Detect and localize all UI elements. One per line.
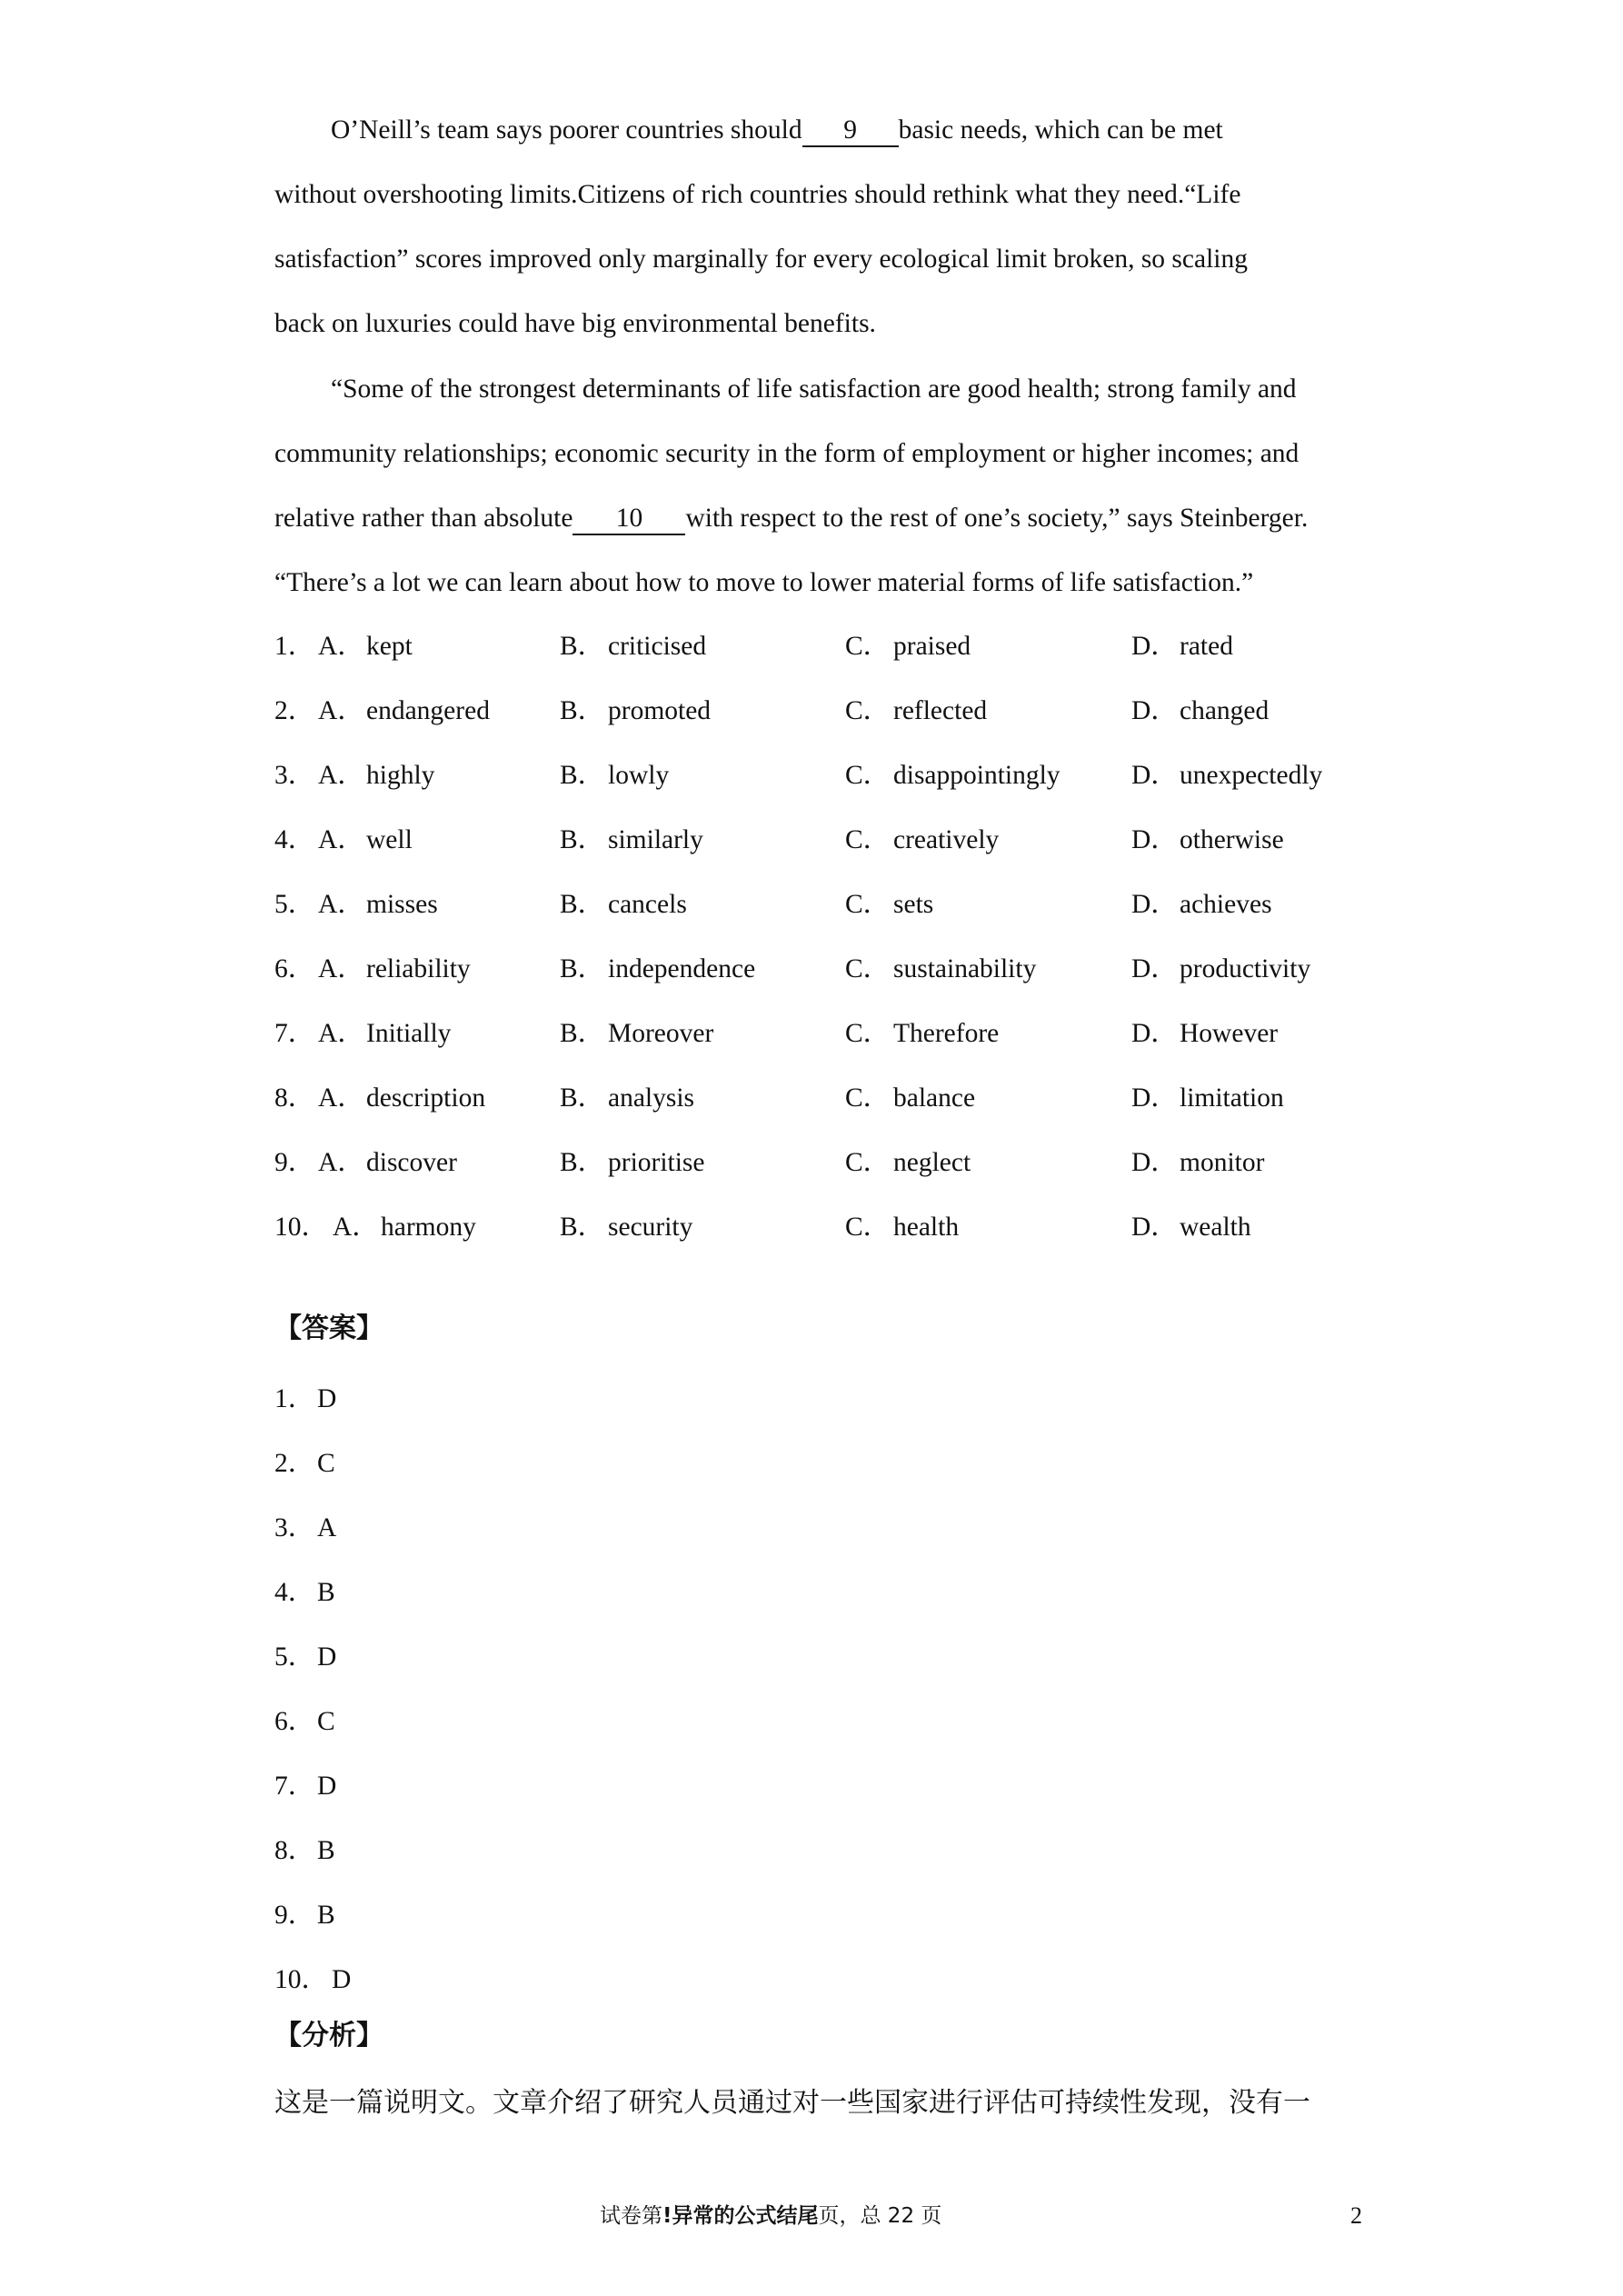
option-c bbox=[845, 679, 987, 744]
option-text: harmony bbox=[381, 1213, 476, 1242]
answer-value: A bbox=[317, 1513, 337, 1542]
option-letter: D． bbox=[1131, 632, 1178, 661]
option-text: achieves bbox=[1180, 890, 1272, 919]
option-c bbox=[845, 614, 971, 679]
footer-suffix: 页，总 22 页 bbox=[818, 2204, 942, 2228]
option-c bbox=[845, 1066, 975, 1131]
answer-row bbox=[274, 1432, 351, 1496]
passage-text: “Some of the strongest determinants of life satisfaction are good health; strong family and bbox=[331, 374, 1297, 404]
passage-paragraph-1 bbox=[274, 98, 1401, 356]
option-letter: B． bbox=[560, 1019, 605, 1048]
option-text: monitor bbox=[1180, 1148, 1265, 1177]
option-letter: B． bbox=[560, 696, 605, 725]
option-letter: A． bbox=[318, 1148, 364, 1177]
answer-row bbox=[274, 1690, 351, 1754]
question-number-text: 3． bbox=[274, 761, 315, 790]
option-text: Therefore bbox=[893, 1019, 1000, 1048]
option-row bbox=[274, 1002, 1419, 1066]
option-text: prioritise bbox=[608, 1148, 705, 1177]
question-number-text: 10． bbox=[274, 1213, 329, 1242]
option-c bbox=[845, 873, 933, 937]
option-letter: B． bbox=[560, 1083, 605, 1113]
question-number bbox=[274, 808, 314, 873]
answer-number: 1． bbox=[274, 1384, 315, 1413]
option-letter: A． bbox=[318, 761, 364, 790]
option-letter: B． bbox=[560, 632, 605, 661]
passage-paragraph-2 bbox=[274, 357, 1401, 615]
option-c bbox=[845, 808, 999, 873]
option-c bbox=[845, 1002, 999, 1066]
passage-text: O’Neill’s team says poorer countries should bbox=[331, 115, 802, 145]
passage-text: community relationships; economic security in the form of employment or higher incomes; and bbox=[274, 439, 1299, 468]
footer-error-text: !异常的公式结尾 bbox=[662, 2204, 819, 2228]
option-letter: A． bbox=[318, 1083, 364, 1113]
option-letter: C． bbox=[845, 1213, 891, 1242]
answer-number: 9． bbox=[274, 1901, 315, 1930]
option-d bbox=[1131, 1131, 1264, 1195]
answer-value: D bbox=[332, 1965, 352, 1994]
option-letter: C． bbox=[845, 1019, 891, 1048]
option-text: reliability bbox=[366, 954, 471, 983]
option-letter: C． bbox=[845, 696, 891, 725]
question-number-text: 9． bbox=[274, 1148, 315, 1177]
question-number bbox=[274, 1131, 314, 1195]
option-d bbox=[1131, 808, 1284, 873]
option-letter: D． bbox=[1131, 1213, 1178, 1242]
option-a bbox=[318, 1131, 457, 1195]
option-row bbox=[274, 808, 1419, 873]
option-row bbox=[274, 937, 1419, 1002]
option-a bbox=[318, 1002, 451, 1066]
passage-text: without overshooting limits.Citizens of rich countries should rethink what they need.“Life bbox=[274, 180, 1241, 209]
answer-row bbox=[274, 1754, 351, 1819]
page-number: 2 bbox=[1350, 2202, 1362, 2229]
option-row bbox=[274, 1131, 1419, 1195]
option-b bbox=[560, 1195, 692, 1260]
answer-number: 8． bbox=[274, 1836, 315, 1865]
answer-value: D bbox=[317, 1384, 337, 1413]
answer-value: D bbox=[317, 1642, 337, 1672]
blank-10: 10 bbox=[573, 505, 685, 535]
footer-prefix: 试卷第 bbox=[600, 2204, 662, 2228]
option-a bbox=[318, 808, 413, 873]
option-letter: C． bbox=[845, 890, 891, 919]
question-number-text: 1． bbox=[274, 632, 315, 661]
option-row bbox=[274, 1195, 1419, 1260]
option-d bbox=[1131, 679, 1269, 744]
option-a bbox=[333, 1195, 476, 1260]
answer-row bbox=[274, 1819, 351, 1883]
option-letter: D． bbox=[1131, 954, 1178, 983]
option-text: productivity bbox=[1180, 954, 1311, 983]
answer-value: B bbox=[317, 1578, 335, 1607]
option-letter: A． bbox=[333, 1213, 379, 1242]
option-b bbox=[560, 1131, 705, 1195]
option-d bbox=[1131, 937, 1310, 1002]
option-text: Initially bbox=[366, 1019, 452, 1048]
option-text: analysis bbox=[608, 1083, 695, 1113]
question-number-text: 8． bbox=[274, 1083, 315, 1113]
option-b bbox=[560, 614, 706, 679]
option-c bbox=[845, 937, 1036, 1002]
passage-text: relative rather than absolute bbox=[274, 504, 573, 533]
option-a bbox=[318, 1066, 485, 1131]
option-letter: A． bbox=[318, 825, 364, 854]
option-text: misses bbox=[366, 890, 438, 919]
option-text: health bbox=[893, 1213, 960, 1242]
option-letter: D． bbox=[1131, 696, 1178, 725]
option-b bbox=[560, 679, 711, 744]
option-letter: B． bbox=[560, 761, 605, 790]
option-text: disappointingly bbox=[893, 761, 1060, 790]
option-d bbox=[1131, 614, 1233, 679]
option-text: lowly bbox=[608, 761, 670, 790]
footer-page-info bbox=[600, 2198, 941, 2234]
option-letter: B． bbox=[560, 890, 605, 919]
option-c bbox=[845, 744, 1060, 808]
option-letter: D． bbox=[1131, 825, 1178, 854]
passage-text: back on luxuries could have big environmental benefits. bbox=[274, 309, 876, 338]
option-text: promoted bbox=[608, 696, 712, 725]
option-text: wealth bbox=[1180, 1213, 1251, 1242]
option-text: highly bbox=[366, 761, 435, 790]
option-a bbox=[318, 744, 434, 808]
question-number bbox=[274, 614, 314, 679]
option-letter: A． bbox=[318, 1019, 364, 1048]
question-number-text: 7． bbox=[274, 1019, 315, 1048]
option-text: endangered bbox=[366, 696, 490, 725]
option-text: independence bbox=[608, 954, 756, 983]
option-text: unexpectedly bbox=[1180, 761, 1323, 790]
option-b bbox=[560, 1066, 694, 1131]
answer-heading: 【答案】 bbox=[274, 1313, 383, 1344]
option-row bbox=[274, 744, 1419, 808]
option-letter: C． bbox=[845, 1148, 891, 1177]
answer-row bbox=[274, 1561, 351, 1625]
option-letter: C． bbox=[845, 825, 891, 854]
question-number-text: 5． bbox=[274, 890, 315, 919]
option-text: praised bbox=[893, 632, 971, 661]
option-text: description bbox=[366, 1083, 486, 1113]
option-letter: A． bbox=[318, 890, 364, 919]
option-a bbox=[318, 873, 438, 937]
option-text: security bbox=[608, 1213, 693, 1242]
option-d bbox=[1131, 1002, 1278, 1066]
question-number bbox=[274, 873, 314, 937]
answer-row bbox=[274, 1496, 351, 1561]
option-letter: A． bbox=[318, 954, 364, 983]
answer-number: 6． bbox=[274, 1707, 315, 1736]
answer-value: C bbox=[317, 1449, 335, 1478]
blank-9: 9 bbox=[802, 117, 899, 147]
option-letter: D． bbox=[1131, 1019, 1178, 1048]
answer-row bbox=[274, 1367, 351, 1432]
option-d bbox=[1131, 873, 1272, 937]
answer-number: 3． bbox=[274, 1513, 315, 1542]
answer-row bbox=[274, 1625, 351, 1690]
question-number bbox=[274, 1066, 314, 1131]
option-d bbox=[1131, 1195, 1251, 1260]
analysis-heading: 【分析】 bbox=[274, 2020, 383, 2051]
option-d bbox=[1131, 744, 1322, 808]
question-number bbox=[274, 679, 314, 744]
option-text: cancels bbox=[608, 890, 687, 919]
question-number bbox=[274, 744, 314, 808]
option-text: However bbox=[1180, 1019, 1279, 1048]
option-text: reflected bbox=[893, 696, 988, 725]
answer-row bbox=[274, 1948, 351, 2012]
passage-text: with respect to the rest of one’s society,” says Steinberger. bbox=[685, 504, 1309, 533]
option-letter: C． bbox=[845, 1083, 891, 1113]
option-a bbox=[318, 937, 471, 1002]
option-letter: C． bbox=[845, 954, 891, 983]
option-a bbox=[318, 679, 490, 744]
option-row bbox=[274, 679, 1419, 744]
option-letter: D． bbox=[1131, 761, 1178, 790]
option-letter: A． bbox=[318, 696, 364, 725]
option-b bbox=[560, 1002, 713, 1066]
question-number bbox=[274, 1002, 314, 1066]
question-number-text: 6． bbox=[274, 954, 315, 983]
option-b bbox=[560, 937, 755, 1002]
question-number bbox=[274, 1195, 328, 1260]
option-letter: D． bbox=[1131, 890, 1178, 919]
option-text: discover bbox=[366, 1148, 457, 1177]
option-row bbox=[274, 1066, 1419, 1131]
analysis-text: 这是一篇说明文。文章介绍了研究人员通过对一些国家进行评估可持续性发现，没有一 bbox=[274, 2087, 1310, 2119]
option-letter: B． bbox=[560, 825, 605, 854]
answer-number: 2． bbox=[274, 1449, 315, 1478]
option-text: well bbox=[366, 825, 413, 854]
option-text: Moreover bbox=[608, 1019, 714, 1048]
option-text: changed bbox=[1180, 696, 1270, 725]
answer-value: B bbox=[317, 1836, 335, 1865]
option-a bbox=[318, 614, 413, 679]
option-text: creatively bbox=[893, 825, 1000, 854]
option-text: neglect bbox=[893, 1148, 971, 1177]
option-letter: B． bbox=[560, 1148, 605, 1177]
answer-value: D bbox=[317, 1772, 337, 1801]
option-letter: D． bbox=[1131, 1083, 1178, 1113]
question-number-text: 4． bbox=[274, 825, 315, 854]
option-text: criticised bbox=[608, 632, 707, 661]
options-list bbox=[274, 614, 1419, 1260]
answer-number: 4． bbox=[274, 1578, 315, 1607]
option-text: limitation bbox=[1180, 1083, 1284, 1113]
answer-value: C bbox=[317, 1707, 335, 1736]
option-text: sets bbox=[893, 890, 934, 919]
option-text: otherwise bbox=[1180, 825, 1284, 854]
answer-number: 10． bbox=[274, 1965, 329, 1994]
answer-value: B bbox=[317, 1901, 335, 1930]
option-letter: D． bbox=[1131, 1148, 1178, 1177]
page-footer bbox=[0, 2198, 1623, 2234]
option-text: rated bbox=[1180, 632, 1233, 661]
option-b bbox=[560, 808, 703, 873]
answer-row bbox=[274, 1883, 351, 1948]
option-letter: C． bbox=[845, 761, 891, 790]
question-number-text: 2． bbox=[274, 696, 315, 725]
option-text: kept bbox=[366, 632, 413, 661]
passage-text: basic needs, which can be met bbox=[898, 115, 1223, 145]
option-row bbox=[274, 873, 1419, 937]
option-row bbox=[274, 614, 1419, 679]
answers-list bbox=[274, 1367, 351, 2012]
option-text: sustainability bbox=[893, 954, 1037, 983]
option-letter: C． bbox=[845, 632, 891, 661]
option-d bbox=[1131, 1066, 1284, 1131]
option-text: balance bbox=[893, 1083, 976, 1113]
option-c bbox=[845, 1131, 971, 1195]
option-letter: B． bbox=[560, 1213, 605, 1242]
passage-text: “There’s a lot we can learn about how to move to lower material forms of life satisfaction.” bbox=[274, 568, 1254, 597]
option-b bbox=[560, 873, 687, 937]
question-number bbox=[274, 937, 314, 1002]
option-text: similarly bbox=[608, 825, 703, 854]
option-letter: A． bbox=[318, 632, 364, 661]
option-letter: B． bbox=[560, 954, 605, 983]
answer-number: 5． bbox=[274, 1642, 315, 1672]
option-c bbox=[845, 1195, 959, 1260]
option-b bbox=[560, 744, 669, 808]
answer-number: 7． bbox=[274, 1772, 315, 1801]
passage-text: satisfaction” scores improved only marginally for every ecological limit broken, so scaling bbox=[274, 245, 1248, 274]
